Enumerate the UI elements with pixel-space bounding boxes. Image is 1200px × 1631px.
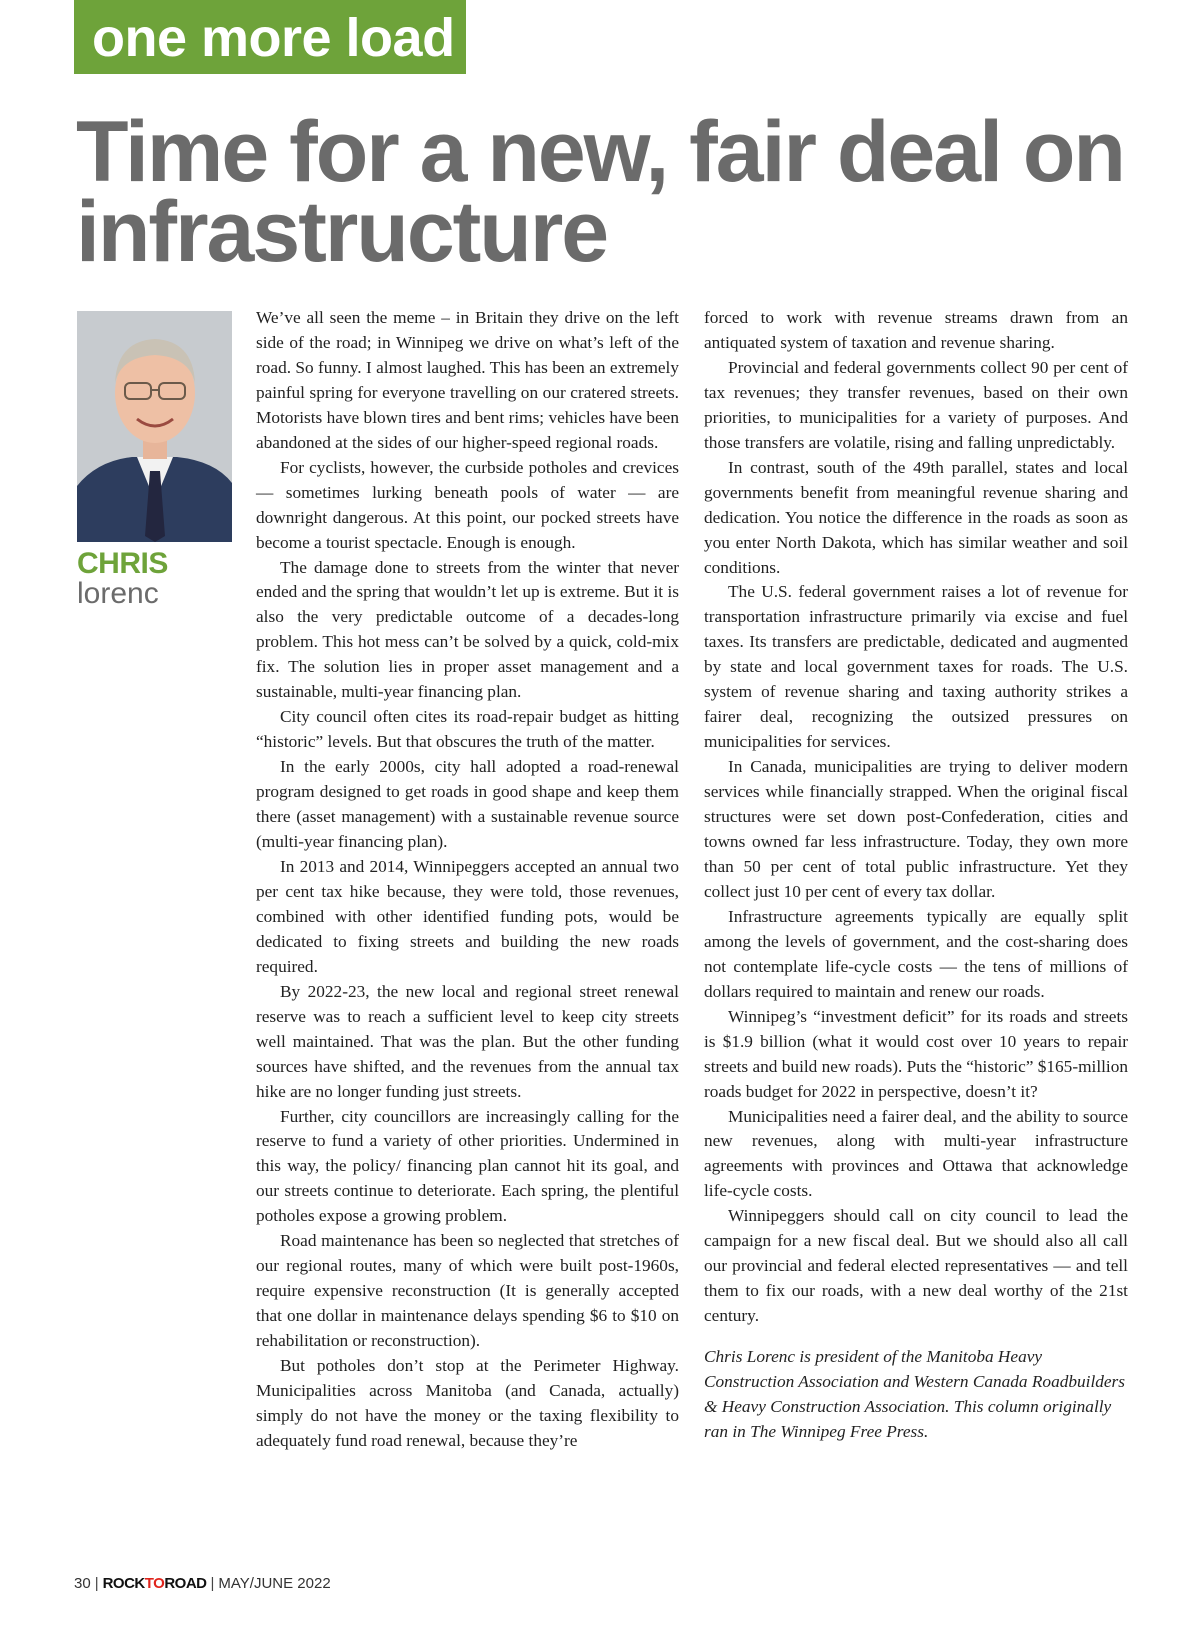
author-first-name: CHRIS	[77, 547, 168, 580]
author-last-name: lorenc	[77, 577, 159, 610]
footer-divider: |	[210, 1575, 215, 1592]
footer-divider: |	[94, 1575, 99, 1592]
article-headline: Time for a new, fair deal on infrastructure	[76, 104, 1124, 280]
paragraph: Winnipeg’s “investment deficit” for its roads and streets is $1.9 billion (what it would cost over 10 years to repair streets and build new roads). Puts the “historic” $165-million roads budget for 2022 in perspective, doesn’t it?	[704, 1006, 1128, 1101]
paragraph: In the early 2000s, city hall adopted a road-renewal program designed to get roads in good shape and keep them there (asset management) with a sustainable revenue source (multi-year financing plan).	[256, 757, 679, 852]
paragraph: Infrastructure agreements typically are equally split among the levels of government, and the cost-sharing does not contemplate life-cycle costs — the tens of millions of dollars required to maintain and renew our roads.	[704, 906, 1128, 1001]
section-label: one more load	[74, 0, 466, 74]
author-bio: Chris Lorenc is president of the Manitoba Heavy Construction Association and Western Canada Roadbuilders & Heavy Construction Association. This column originally ran in The Winnipeg Free Press.	[704, 1347, 1126, 1441]
paragraph: forced to work with revenue streams drawn from an antiquated system of taxation and revenue sharing.	[704, 308, 1128, 352]
paragraph: Municipalities need a fairer deal, and the ability to source new revenues, along with multi-year infrastructure agreements with provinces and Ottawa that acknowledge life-cycle costs.	[704, 1106, 1128, 1201]
paragraph: Winnipeggers should call on city council to lead the campaign for a new fiscal deal. But we should also all call our provincial and federal elected representatives — and tell them to fix our roads, with a new deal worthy of the 21st century.	[704, 1206, 1128, 1326]
paragraph: Road maintenance has been so neglected that stretches of our regional routes, many of which were built post-1960s, require expensive reconstruction (It is generally accepted that one dollar in maintenance delays spending $6 to $10 on rehabilitation or reconstruction).	[256, 1231, 679, 1351]
paragraph: We’ve all seen the meme – in Britain they drive on the left side of the road; in Winnipeg we drive on what’s left of the road. So funny. I almost laughed. This has been an extremely painful spring for everyone travelling on our cratered streets. Motorists have blown tires and bent rims; vehicles have been abandoned at the sides of our higher-speed regional roads.	[256, 308, 679, 452]
paragraph: In Canada, municipalities are trying to deliver modern services while financially strapped. When the original fiscal structures were set down post-Confederation, cities and towns owned far less infrastructure. Today, they own more than 50 per cent of total public infrastructure. Yet they collect just 10 per cent of every tax dollar.	[704, 757, 1128, 901]
paragraph: The U.S. federal government raises a lot of revenue for transportation infrastructure primarily via excise and fuel taxes. Its transfers are predictable, dedicated and augmented by state and local government taxes for roads. The U.S. system of revenue sharing and taxing authority strikes a fairer deal, recognizing the outsized pressures on municipalities for services.	[704, 582, 1128, 752]
page-footer	[74, 1574, 331, 1594]
paragraph: For cyclists, however, the curbside potholes and crevices — sometimes lurking beneath pools of water — are downright dangerous. At this point, our pocked streets have become a tourist spectacle. Enough is enough.	[256, 457, 679, 552]
paragraph: But potholes don’t stop at the Perimeter Highway. Municipalities across Manitoba (and Canada, actually) simply do not have the money or the taxing flexibility to adequately fund road renewal, because they’re	[256, 1356, 679, 1450]
paragraph: In 2013 and 2014, Winnipeggers accepted an annual two per cent tax hike because, they were told, those revenues, combined with other identified funding pots, would be dedicated to fixing streets and building the new roads required.	[256, 856, 679, 976]
author-photo	[77, 311, 232, 542]
paragraph: Further, city councillors are increasingly calling for the reserve to fund a variety of other priorities. Undermined in this way, the policy/ financing plan cannot hit its goal, and our streets continue to deteriorate. Each spring, the plentiful potholes expose a growing problem.	[256, 1106, 679, 1226]
brand-to: TO	[144, 1575, 165, 1592]
article-column-2	[704, 306, 1128, 1445]
paragraph: Provincial and federal governments collect 90 per cent of tax revenues; they transfer revenues, based on their own priorities, to municipalities for a variety of purposes. And those transfers are volatile, rising and falling unpredictably.	[704, 357, 1128, 452]
magazine-brand	[103, 1575, 207, 1592]
paragraph: City council often cites its road-repair budget as hitting “historic” levels. But that obscures the truth of the matter.	[256, 707, 679, 752]
brand-road: ROAD	[164, 1575, 207, 1592]
brand-rock: ROCK	[102, 1575, 145, 1592]
paragraph: By 2022-23, the new local and regional street renewal reserve was to reach a sufficient level to keep city streets well maintained. That was the plan. But the other funding sources have shifted, and the revenues from the annual tax hike are no longer funding just streets.	[256, 981, 679, 1101]
issue-date: MAY/JUNE 2022	[218, 1575, 331, 1592]
author-portrait-icon	[77, 311, 232, 542]
paragraph: In contrast, south of the 49th parallel, states and local governments benefit from meaningful revenue sharing and dedication. You notice the difference in the roads as soon as you enter North Dakota, which has similar weather and soil conditions.	[704, 457, 1128, 577]
page-number: 30	[74, 1575, 91, 1592]
article-column-1	[256, 306, 679, 1454]
paragraph: The damage done to streets from the winter that never ended and the spring that wouldn’t let up is extreme. But it is also the very predictable outcome of a decades-long problem. This hot mess can’t be solved by a quick, cold-mix fix. The solution lies in proper asset management and a sustainable, multi-year financing plan.	[256, 557, 679, 702]
